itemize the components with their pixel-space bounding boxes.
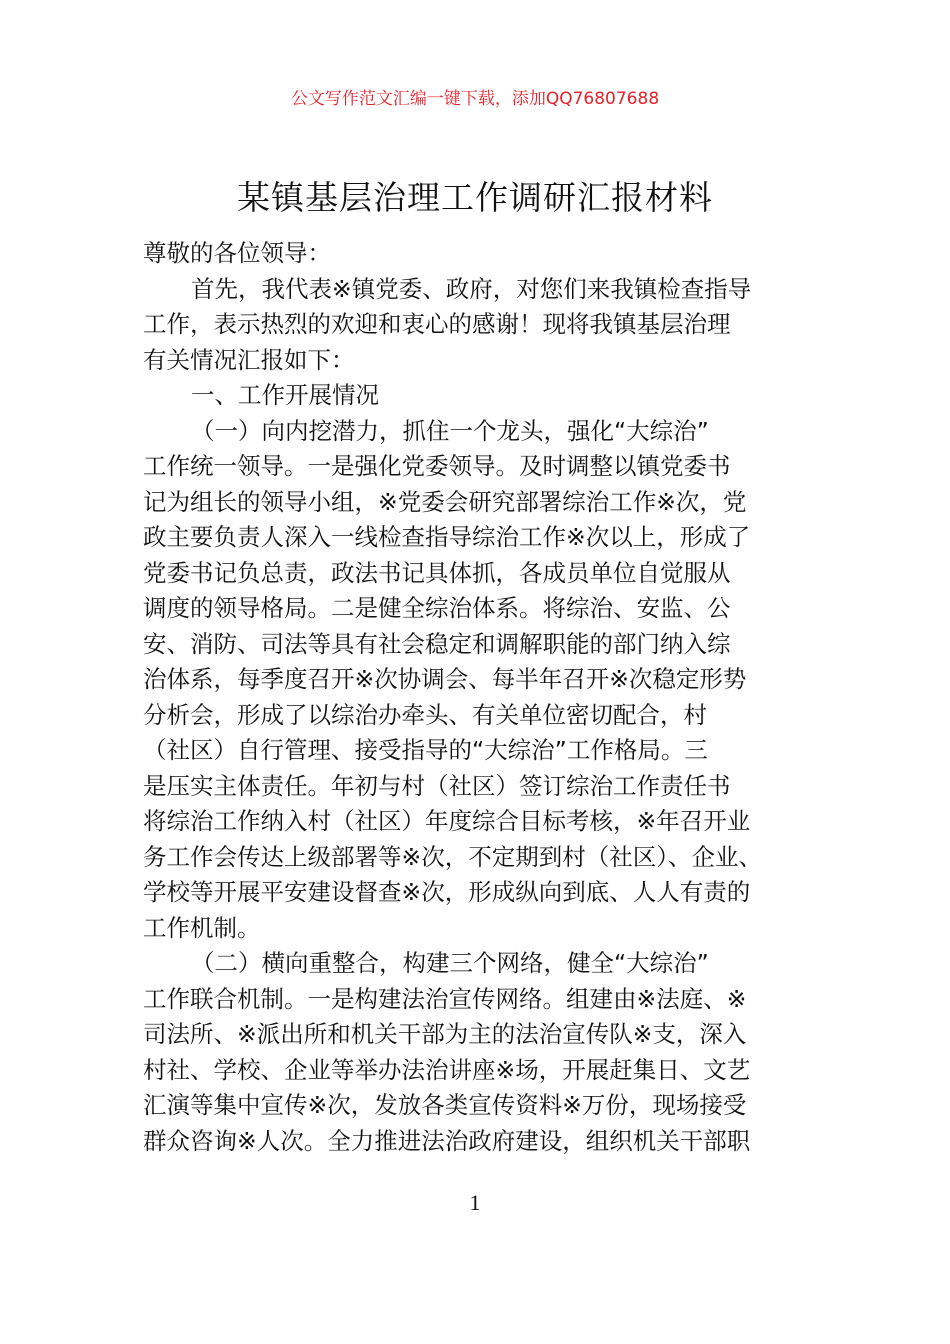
paragraph-line: 村社、学校、企业等举办法治讲座※场，开展赶集日、文艺 bbox=[143, 1055, 751, 1084]
document-body bbox=[143, 236, 813, 1159]
paragraph-line: 工作统一领导。一是强化党委领导。及时调整以镇党委书 bbox=[143, 452, 731, 480]
paragraph-line: 工作机制。 bbox=[143, 913, 261, 942]
paragraph-line: 将综治工作纳入村（社区）年度综合目标考核，※年召开业 bbox=[143, 807, 751, 835]
paragraph-line: 务工作会传达上级部署等※次，不定期到村（社区）、企业、 bbox=[143, 842, 762, 871]
paragraph-line: 是压实主体责任。年初与村（社区）签订综治工作责任书 bbox=[143, 771, 731, 800]
paragraph-line: 调度的领导格局。二是健全综治体系。将综治、安监、公 bbox=[143, 594, 731, 622]
paragraph-line: 群众咨询※人次。全力推进法治政府建设，组织机关干部职 bbox=[143, 1126, 751, 1155]
paragraph-line: 记为组长的领导小组，※党委会研究部署综治工作※次，党 bbox=[143, 487, 747, 516]
paragraph-line: （二）横向重整合，构建三个网络，健全“大综治” bbox=[191, 949, 709, 977]
paragraph-line: 学校等开展平安建设督查※次，形成纵向到底、人人有责的 bbox=[143, 878, 751, 906]
paragraph-line: 有关情况汇报如下： bbox=[143, 345, 355, 374]
promo-header-text: 公文写作范文汇编一键下载，添加QQ76807688 bbox=[290, 89, 660, 109]
paragraph-line: 工作，表示热烈的欢迎和衷心的感谢！现将我镇基层治理 bbox=[143, 310, 731, 338]
paragraph-line: 政主要负责人深入一线检查指导综治工作※次以上，形成了 bbox=[143, 523, 751, 551]
paragraph-line: 首先，我代表※镇党委、政府，对您们来我镇检查指导 bbox=[191, 274, 752, 303]
paragraph-line: 分析会，形成了以综治办牵头、有关单位密切配合，村 bbox=[143, 700, 707, 729]
page-number: 1 bbox=[469, 1190, 481, 1215]
paragraph-line: 工作联合机制。一是构建法治宣传网络。组建由※法庭、※ bbox=[143, 984, 747, 1013]
salutation-line: 尊敬的各位领导： bbox=[143, 239, 331, 267]
paragraph-line: 汇演等集中宣传※次，发放各类宣传资料※万份，现场接受 bbox=[143, 1091, 747, 1119]
paragraph-line: 党委书记负总责，政法书记具体抓，各成员单位自觉服从 bbox=[143, 558, 731, 587]
section-heading: 一、工作开展情况 bbox=[191, 381, 379, 409]
paragraph-line: （一）向内挖潜力，抓住一个龙头，强化“大综治” bbox=[191, 416, 709, 445]
paragraph-line: 司法所、※派出所和机关干部为主的法治宣传队※支，深入 bbox=[143, 1020, 747, 1048]
paragraph-line: 治体系，每季度召开※次协调会、每半年召开※次稳定形势 bbox=[143, 665, 747, 693]
document-title: 某镇基层治理工作调研汇报材料 bbox=[237, 178, 713, 217]
paragraph-line: 安、消防、司法等具有社会稳定和调解职能的部门纳入综 bbox=[143, 629, 731, 658]
paragraph-line: （社区）自行管理、接受指导的“大综治”工作格局。三 bbox=[143, 736, 708, 764]
